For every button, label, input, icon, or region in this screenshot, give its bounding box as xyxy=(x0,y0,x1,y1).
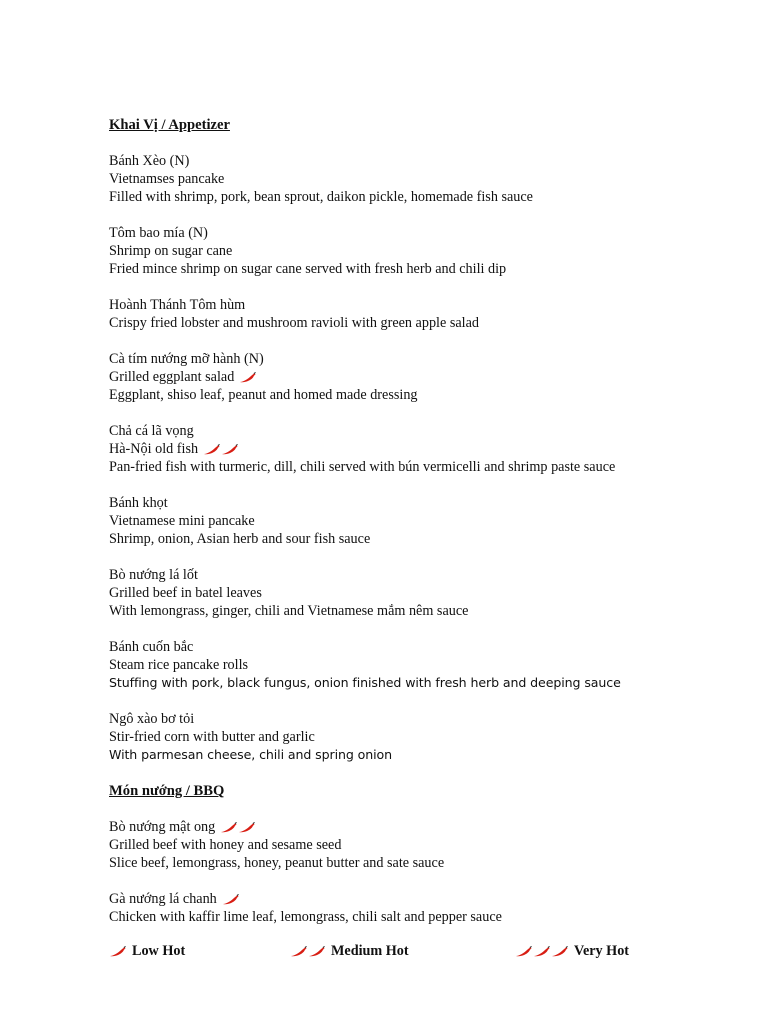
dish-description xyxy=(109,314,729,332)
menu-item xyxy=(109,422,729,476)
menu-item xyxy=(109,350,729,404)
dish-english-name-text: Grilled beef in batel leaves xyxy=(109,585,262,601)
dish-description xyxy=(109,602,729,620)
dish-description xyxy=(109,674,729,692)
dish-english-name-text: Stir-fried corn with butter and garlic xyxy=(109,729,315,745)
dish-english-name-text: Grilled beef with honey and sesame seed xyxy=(109,837,342,853)
dish-vietnamese-name xyxy=(109,152,729,170)
dish-description xyxy=(109,260,729,278)
menu-item xyxy=(109,152,729,206)
spice-level-indicator xyxy=(290,946,325,957)
dish-description xyxy=(109,908,729,926)
legend-item xyxy=(290,943,409,960)
dish-vietnamese-name xyxy=(109,494,729,512)
section-heading-text: Món nướng / BBQ xyxy=(109,783,225,799)
menu-item xyxy=(109,494,729,548)
dish-vietnamese-name xyxy=(109,296,729,314)
chili-pepper-icon xyxy=(308,946,325,957)
spice-level-indicator xyxy=(203,444,238,455)
dish-vietnamese-name-text: Hoành Thánh Tôm hùm xyxy=(109,297,246,313)
dish-description xyxy=(109,746,729,764)
dish-vietnamese-name-text: Bánh khọt xyxy=(109,495,168,511)
spice-level-indicator xyxy=(109,946,126,957)
menu-item xyxy=(109,224,729,278)
chili-pepper-icon xyxy=(515,946,532,957)
dish-english-name xyxy=(109,368,729,386)
menu-item xyxy=(109,818,729,872)
dish-vietnamese-name-text: Bò nướng mật ong xyxy=(109,819,216,835)
dish-description-text: Crispy fried lobster and mushroom ravioli with green apple salad xyxy=(109,315,479,331)
spice-legend xyxy=(0,943,768,963)
spacer xyxy=(109,476,729,494)
chili-pepper-icon xyxy=(220,822,237,833)
dish-vietnamese-name xyxy=(109,566,729,584)
legend-item xyxy=(515,943,629,960)
dish-vietnamese-name-text: Bánh Xèo (N) xyxy=(109,153,190,169)
legend-label: Low Hot xyxy=(132,943,186,959)
chili-pepper-icon xyxy=(221,444,238,455)
spacer xyxy=(109,800,729,818)
dish-description xyxy=(109,458,729,476)
dish-description xyxy=(109,854,729,872)
menu-item xyxy=(109,638,729,692)
dish-english-name xyxy=(109,512,729,530)
chili-pepper-icon xyxy=(239,372,256,383)
dish-description-text: Eggplant, shiso leaf, peanut and homed made dressing xyxy=(109,387,418,403)
spice-level-indicator xyxy=(222,894,239,905)
menu-section xyxy=(109,782,729,926)
section-heading xyxy=(109,782,729,800)
chili-pepper-icon xyxy=(533,946,550,957)
legend-label: Very Hot xyxy=(574,943,630,959)
spacer xyxy=(109,404,729,422)
dish-description-text: Stuffing with pork, black fungus, onion finished with fresh herb and deeping sauce xyxy=(109,675,621,690)
dish-english-name xyxy=(109,656,729,674)
chili-pepper-icon xyxy=(238,822,255,833)
dish-english-name-text: Steam rice pancake rolls xyxy=(109,657,249,673)
dish-vietnamese-name xyxy=(109,818,729,836)
dish-description xyxy=(109,188,729,206)
dish-vietnamese-name-text: Cà tím nướng mỡ hành (N) xyxy=(109,351,264,367)
chili-pepper-icon xyxy=(203,444,220,455)
dish-vietnamese-name-text: Chả cá lã vọng xyxy=(109,423,194,439)
spacer xyxy=(109,764,729,782)
dish-english-name xyxy=(109,584,729,602)
spice-level-indicator xyxy=(239,372,256,383)
menu-section xyxy=(109,116,729,782)
spacer xyxy=(109,548,729,566)
dish-english-name xyxy=(109,440,729,458)
dish-vietnamese-name xyxy=(109,350,729,368)
menu-page xyxy=(109,116,729,926)
dish-vietnamese-name-text: Gà nướng lá chanh xyxy=(109,891,217,907)
dish-vietnamese-name-text: Ngô xào bơ tỏi xyxy=(109,711,195,727)
dish-vietnamese-name-text: Bánh cuốn bắc xyxy=(109,639,194,655)
spacer xyxy=(109,278,729,296)
dish-english-name-text: Vietnamses pancake xyxy=(109,171,225,187)
dish-english-name xyxy=(109,242,729,260)
dish-english-name-text: Vietnamese mini pancake xyxy=(109,513,255,529)
menu-item xyxy=(109,890,729,926)
dish-description xyxy=(109,386,729,404)
menu-item xyxy=(109,296,729,332)
dish-english-name-text: Hà-Nội old fish xyxy=(109,441,199,457)
dish-description-text: Chicken with kaffir lime leaf, lemongrass, chili salt and pepper sauce xyxy=(109,909,502,925)
chili-pepper-icon xyxy=(551,946,568,957)
dish-english-name xyxy=(109,728,729,746)
spice-level-indicator xyxy=(515,946,568,957)
spacer xyxy=(109,692,729,710)
chili-pepper-icon xyxy=(290,946,307,957)
dish-description-text: With parmesan cheese, chili and spring onion xyxy=(109,747,393,762)
dish-description-text: Pan-fried fish with turmeric, dill, chili served with bún vermicelli and shrimp paste sauce xyxy=(109,459,616,475)
spacer xyxy=(109,332,729,350)
dish-english-name-text: Shrimp on sugar cane xyxy=(109,243,233,259)
dish-vietnamese-name xyxy=(109,710,729,728)
spice-level-indicator xyxy=(220,822,255,833)
dish-english-name xyxy=(109,170,729,188)
dish-vietnamese-name xyxy=(109,422,729,440)
chili-pepper-icon xyxy=(109,946,126,957)
menu-item xyxy=(109,566,729,620)
dish-vietnamese-name xyxy=(109,638,729,656)
dish-description-text: Filled with shrimp, pork, bean sprout, daikon pickle, homemade fish sauce xyxy=(109,189,533,205)
dish-vietnamese-name-text: Bò nướng lá lốt xyxy=(109,567,198,583)
dish-vietnamese-name xyxy=(109,224,729,242)
section-heading-text: Khai Vị / Appetizer xyxy=(109,117,230,133)
spacer xyxy=(109,134,729,152)
dish-description-text: Fried mince shrimp on sugar cane served with fresh herb and chili dip xyxy=(109,261,507,277)
section-heading xyxy=(109,116,729,134)
spacer xyxy=(109,206,729,224)
legend-item xyxy=(109,943,185,960)
dish-description xyxy=(109,530,729,548)
chili-pepper-icon xyxy=(222,894,239,905)
dish-vietnamese-name xyxy=(109,890,729,908)
spacer xyxy=(109,620,729,638)
dish-english-name-text: Grilled eggplant salad xyxy=(109,369,235,385)
dish-description-text: Slice beef, lemongrass, honey, peanut butter and sate sauce xyxy=(109,855,445,871)
menu-item xyxy=(109,710,729,764)
dish-english-name xyxy=(109,836,729,854)
dish-description-text: With lemongrass, ginger, chili and Vietnamese mắm nêm sauce xyxy=(109,603,469,619)
dish-description-text: Shrimp, onion, Asian herb and sour fish sauce xyxy=(109,531,371,547)
dish-vietnamese-name-text: Tôm bao mía (N) xyxy=(109,225,208,241)
spacer xyxy=(109,872,729,890)
legend-label: Medium Hot xyxy=(331,943,409,959)
